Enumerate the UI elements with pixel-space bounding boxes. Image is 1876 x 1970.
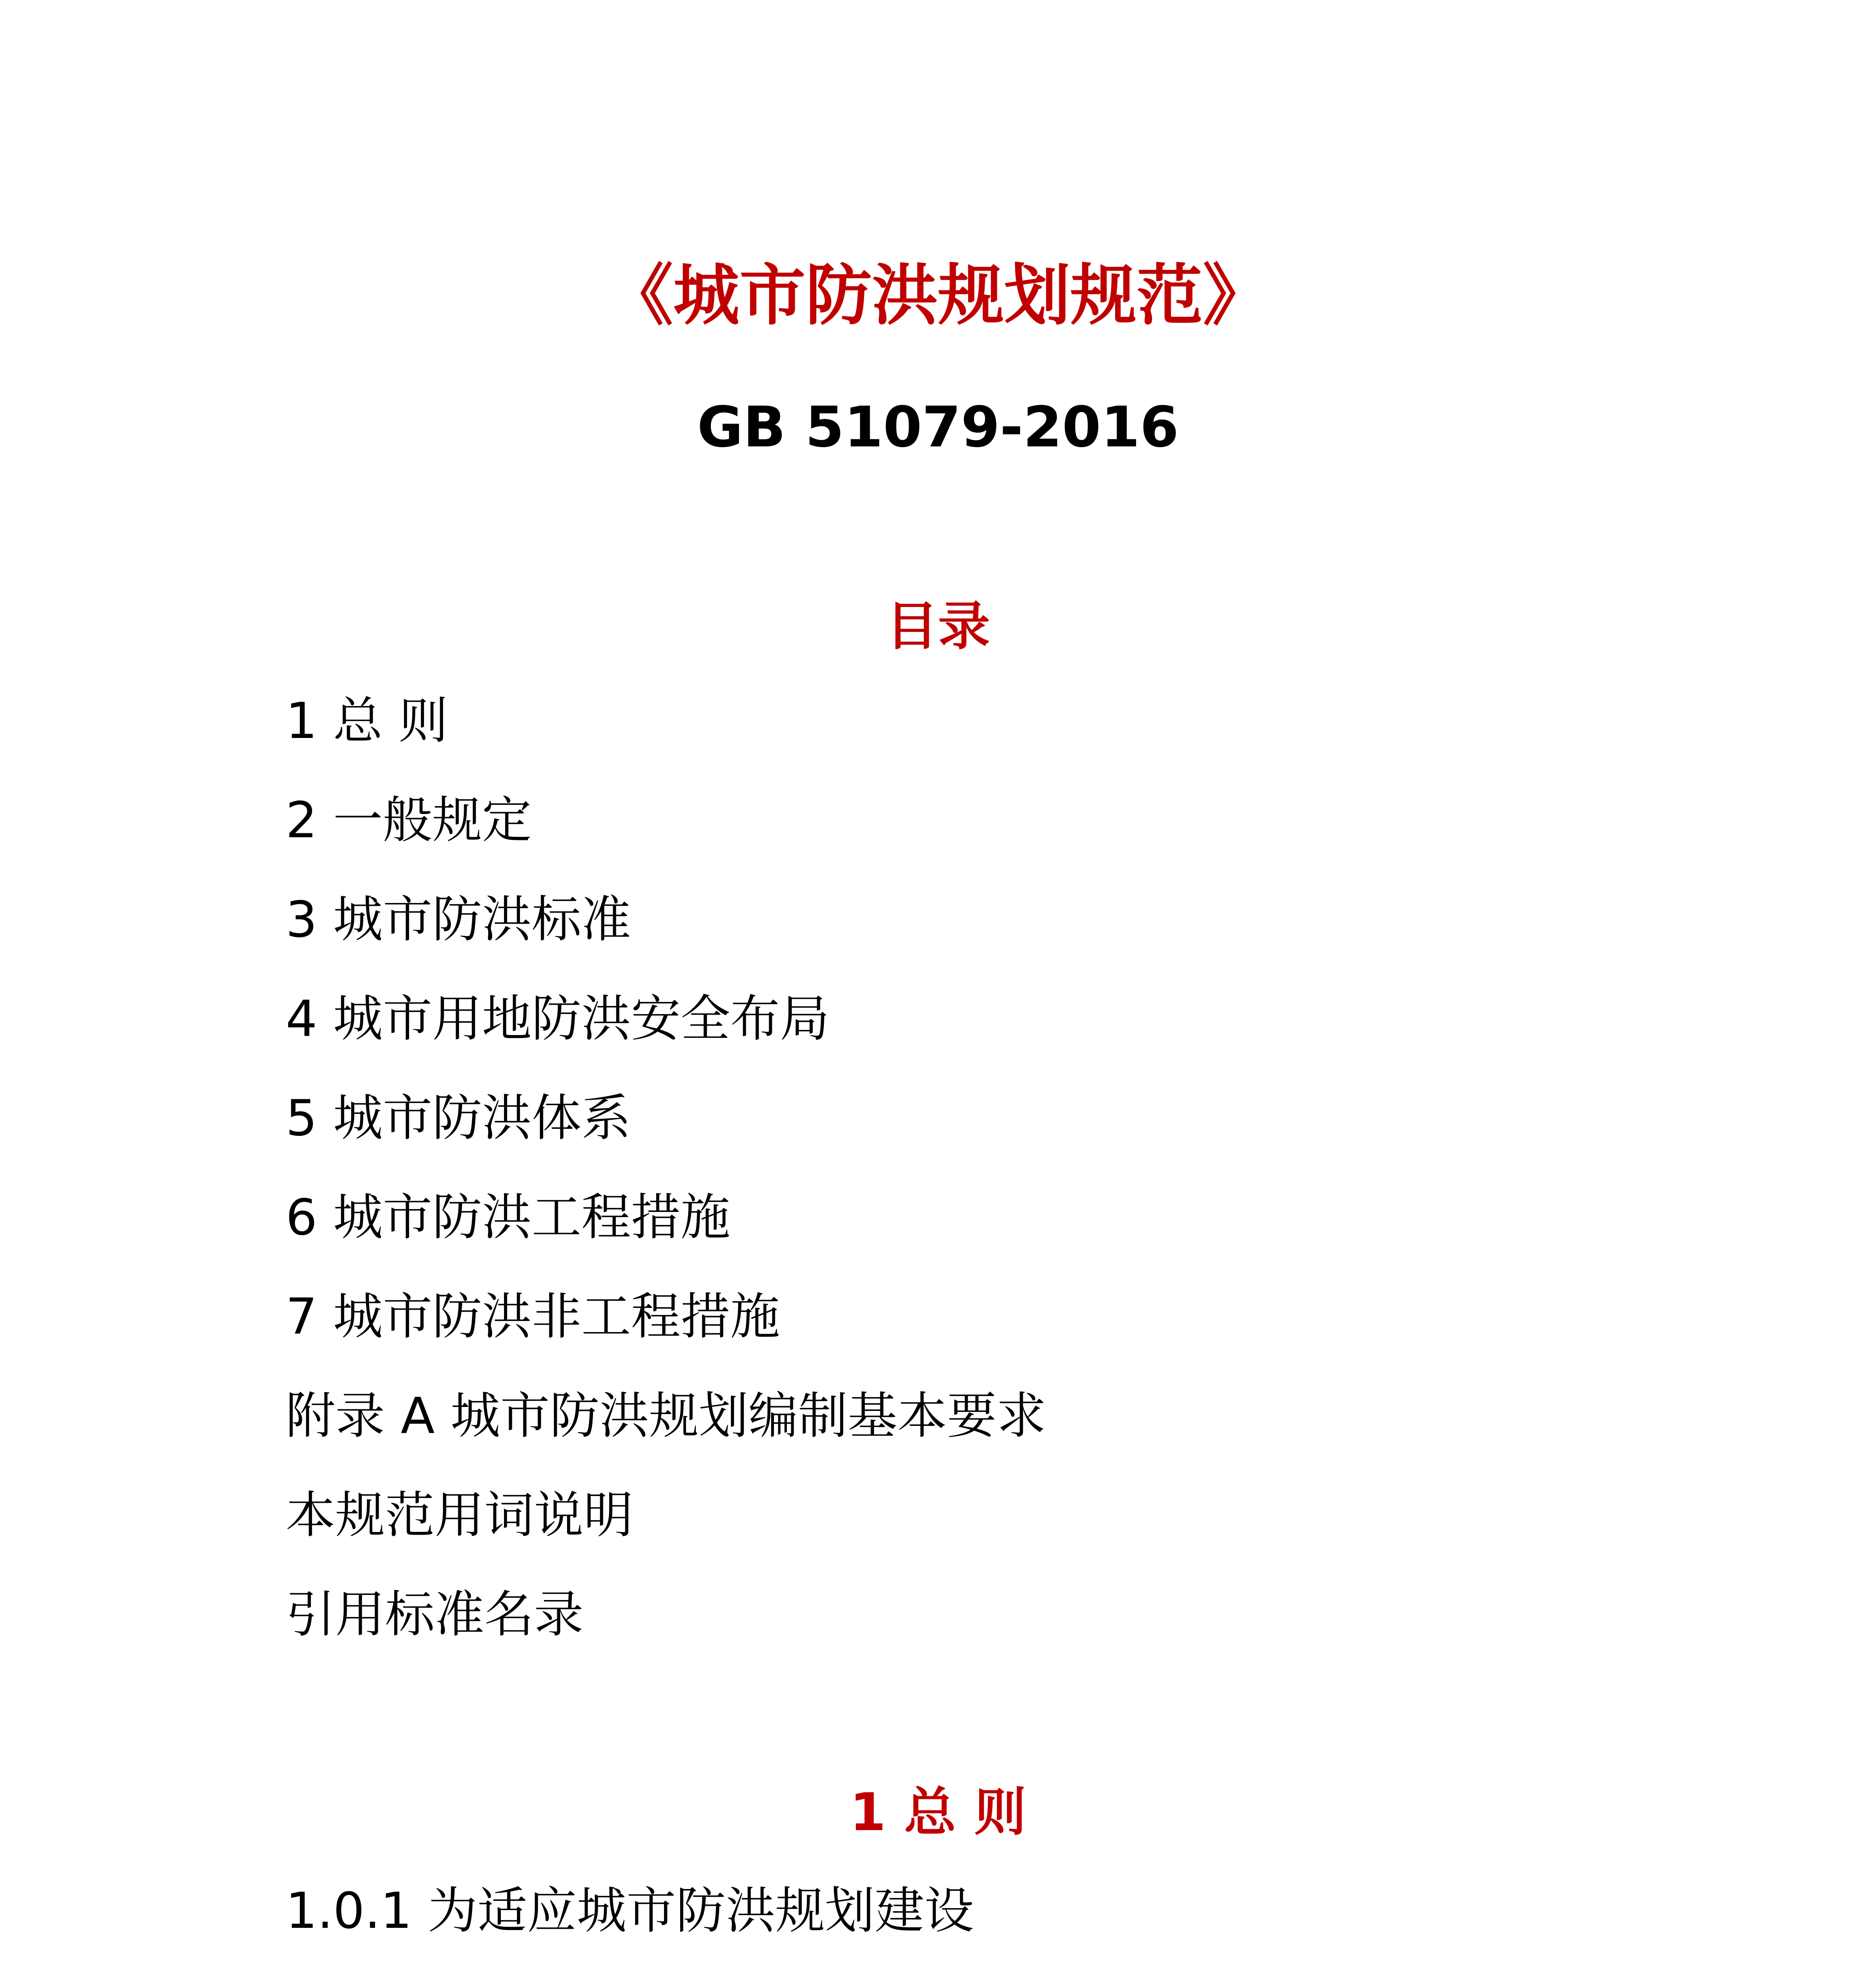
toc-item-appendix-a[interactable]: 附录 A 城市防洪规划编制基本要求	[286, 1387, 1047, 1445]
table-of-contents	[286, 686, 1625, 1678]
document-title: 《城市防洪规划规范》	[607, 257, 1269, 334]
standard-code: GB 51079-2016	[697, 395, 1179, 460]
toc-item-general-rules[interactable]: 2 一般规定	[286, 791, 532, 849]
toc-item-non-engineering-measures[interactable]: 7 城市防洪非工程措施	[286, 1288, 780, 1346]
toc-heading: 目录	[886, 596, 990, 657]
toc-item-referenced-standards[interactable]: 引用标准名录	[286, 1585, 584, 1643]
toc-item-land-use-layout[interactable]: 4 城市用地防洪安全布局	[286, 990, 830, 1048]
toc-item-flood-system[interactable]: 5 城市防洪体系	[286, 1089, 631, 1147]
section-body	[286, 1875, 1625, 1970]
toc-item-general-provisions[interactable]: 1 总 则	[286, 692, 448, 750]
toc-item-wording-explanation[interactable]: 本规范用词说明	[286, 1486, 633, 1544]
toc-item-engineering-measures[interactable]: 6 城市防洪工程措施	[286, 1188, 731, 1246]
toc-item-flood-standards[interactable]: 3 城市防洪标准	[286, 890, 631, 948]
section-heading: 1 总 则	[850, 1782, 1026, 1843]
paragraph-line: 1.0.1 为适应城市防洪规划建设	[286, 1882, 974, 1940]
